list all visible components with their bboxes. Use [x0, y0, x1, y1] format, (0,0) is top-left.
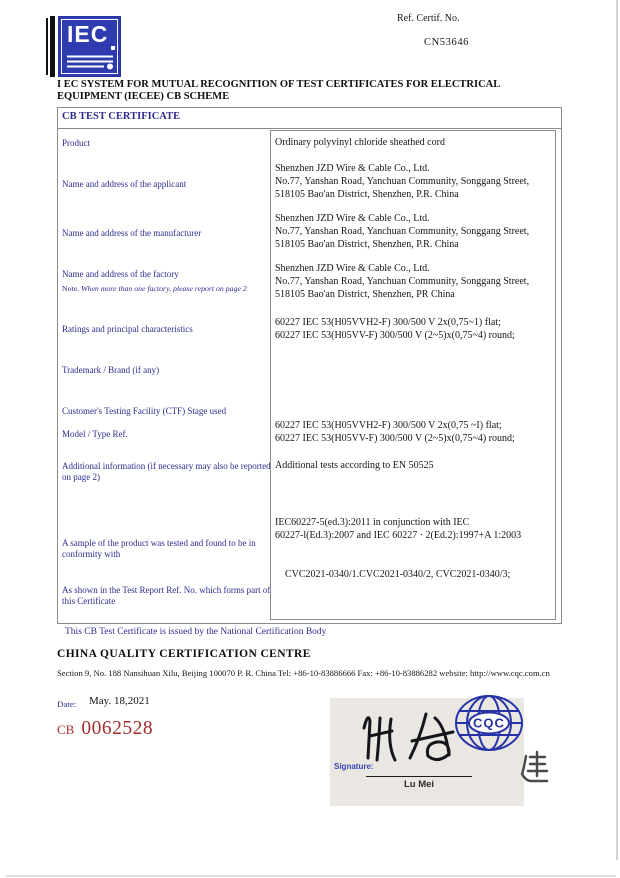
iec-logo-text: IEC: [67, 21, 109, 47]
test-report-label: As shown in the Test Report Ref. No. which forms part of this Certificate: [62, 585, 271, 606]
ref-certif-no-label: Ref. Certif. No.: [397, 13, 460, 24]
cqc-logo: [452, 692, 526, 758]
applicant-value: [275, 162, 529, 201]
cqc-logo-text: CQC: [473, 715, 505, 731]
signatory-name: Lu Mei: [403, 779, 435, 790]
ratings-value: [275, 316, 515, 342]
iec-logo-period: [111, 46, 115, 50]
cb-certificate-number: [57, 718, 153, 740]
product-label: Product: [62, 138, 90, 148]
date-label: Date:: [57, 699, 77, 709]
applicant-line: No.77, Yanshan Road, Yanchuan Community, Songgang Street,: [275, 176, 530, 187]
iec-logo-frame: [61, 19, 118, 74]
scan-edge-right: [616, 0, 618, 860]
model-line: 60227 IEC 53(H05VV-F) 300/500 V (2~5)x(0,75~4) round;: [275, 433, 515, 444]
cb-number: 0062528: [81, 718, 154, 739]
stamp-character: [519, 748, 549, 786]
factory-value: [275, 262, 529, 301]
applicant-line: 518105 Bao'an District, Shenzhen, P.R. China: [275, 189, 459, 200]
certificate-table: [57, 107, 562, 624]
additional-info-value: Additional tests according to EN 50525: [275, 460, 434, 471]
factory-line: 518105 Bao'an District, Shenzhen, PR China: [275, 289, 455, 300]
conformity-label: A sample of the product was tested and found to be in conformity with: [62, 538, 256, 559]
iec-logo-lines-icon: [65, 54, 117, 71]
iec-logo-bar: [46, 18, 48, 75]
manufacturer-label: Name and address of the manufacturer: [62, 228, 202, 238]
applicant-line: Shenzhen JZD Wire & Cable Co., Ltd.: [275, 163, 430, 174]
ctf-label: Customer's Testing Facility (CTF) Stage used: [62, 406, 227, 416]
date-value: May. 18,2021: [89, 695, 150, 707]
certification-body-address: Section 9, No. 188 Nansihuan Xilu, Beijing 100070 P. R. China Tel: +86-10-83886666 Fax: +86-10-83886282 website: http://www.cqc.com.cn: [57, 668, 550, 678]
ratings-line: 60227 IEC 53(H05VVH2-F) 300/500 V 2x(0,75~1) flat;: [275, 317, 501, 328]
certification-body-name: CHINA QUALITY CERTIFICATION CENTRE: [57, 648, 311, 660]
certificate-title: CB TEST CERTIFICATE: [58, 108, 561, 129]
cb-prefix: CB: [57, 722, 75, 737]
conformity-line: 60227-l(Ed.3):2007 and IEC 60227 · 2(Ed.2):1997+A 1:2003: [275, 530, 522, 541]
iec-logo: [46, 16, 124, 78]
manufacturer-line: Shenzhen JZD Wire & Cable Co., Ltd.: [275, 213, 430, 224]
conformity-value: [275, 516, 521, 542]
factory-line: No.77, Yanshan Road, Yanchuan Community, Songgang Street,: [275, 276, 530, 287]
signature-line: [366, 776, 472, 777]
model-line: 60227 IEC 53(H05VVH2-F) 300/500 V 2x(0,75 ~I) flat;: [275, 420, 502, 431]
product-value: Ordinary polyvinyl chloride sheathed cord: [275, 137, 445, 148]
conformity-line: IEC60227-5(ed.3):2011 in conjunction with IEC: [275, 517, 470, 528]
iec-logo-square: [58, 16, 121, 77]
model-value: [275, 419, 515, 445]
manufacturer-line: 518105 Bao'an District, Shenzhen, P.R. China: [275, 239, 459, 250]
scan-edge-bottom: [6, 875, 616, 877]
ratings-label: Ratings and principal characteristics: [62, 324, 193, 334]
factory-note-text: When more than one factory, please report on page 2: [81, 284, 247, 293]
scheme-title: I EC SYSTEM FOR MUTUAL RECOGNITION OF TEST CERTIFICATES FOR ELECTRICAL EQUIPMENT (IECEE) CB SCHEME: [57, 79, 500, 102]
ref-certif-no-value: CN53646: [424, 37, 470, 48]
issued-by-note: This CB Test Certificate is issued by the National Certification Body: [65, 627, 327, 637]
manufacturer-line: No.77, Yanshan Road, Yanchuan Community, Songgang Street,: [275, 226, 530, 237]
applicant-label: Name and address of the applicant: [62, 179, 187, 189]
factory-note-prefix: Note.: [62, 284, 80, 293]
factory-line: Shenzhen JZD Wire & Cable Co., Ltd.: [275, 263, 430, 274]
values-box: [270, 130, 556, 620]
trademark-label: Trademark / Brand (if any): [62, 365, 160, 375]
factory-note: [62, 284, 247, 293]
model-label: Model / Type Ref.: [62, 429, 128, 439]
iec-logo-bar: [50, 16, 55, 77]
factory-label: Name and address of the factory: [62, 269, 179, 279]
ratings-line: 60227 IEC 53(H05VV-F) 300/500 V (2~5)x(0,75~4) round;: [275, 330, 515, 341]
test-report-value: CVC2021-0340/1.CVC2021-0340/2, CVC2021-0340/3;: [285, 569, 511, 580]
manufacturer-value: [275, 212, 529, 251]
signature-label: Signature:: [334, 762, 374, 771]
additional-info-label: Additional information (if necessary may also be reported on page 2): [62, 461, 271, 482]
